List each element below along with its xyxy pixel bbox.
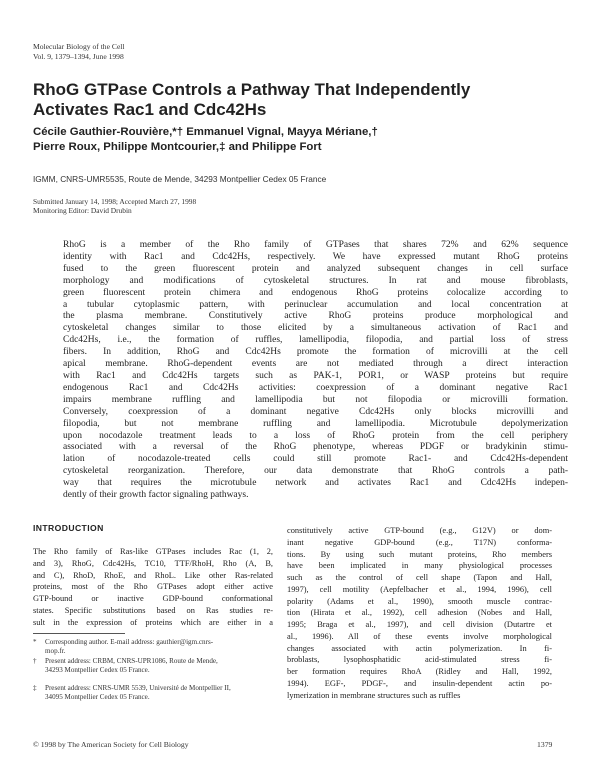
body-line: inant negative GDP-bound (e.g., T17N) conforma- <box>287 537 552 547</box>
body-line: al., 1996). All of these events involve morphological <box>287 631 552 641</box>
body-line: 1997), cell motility (Aepfelbacher et al., 1994, 1996), cell <box>287 584 552 594</box>
journal-header <box>33 42 125 61</box>
author-list <box>33 125 573 155</box>
body-line: The Rho family of Ras-like GTPases includes Rac (1, 2, <box>33 547 273 556</box>
abstract-line: with Rac1 and Cdc42Hs targets such as PAK-1, POR1, or WASP proteins but require <box>63 370 568 381</box>
abstract-line: upon nocodazole treatment leads to a loss of RhoG protein from the cell periphery <box>63 430 568 441</box>
abstract-line: RhoG is a member of the Rho family of GTPases that shares 72% and 62% sequence <box>63 240 568 250</box>
footnote-divider <box>33 633 125 634</box>
footnote-line: Present address: CNRS-UMR 5539, Université de Montpellier II, <box>45 684 231 692</box>
footnote-line: 34293 Montpellier Cedex 05 France. <box>45 665 150 674</box>
body-line: ber formation requires RhoA (Ridley and Hall, 1992, <box>287 667 552 676</box>
body-line: tion (Hirata et al., 1992), cell adhesion (Nobes and Hall, <box>287 608 552 618</box>
abstract-line: cytoskeletal reorganization. Therefore, our data demonstrate that RhoG controls a path- <box>63 466 568 477</box>
introduction-right-column <box>287 525 552 701</box>
footnote-line: 34095 Montpellier Cedex 05 France. <box>45 692 150 701</box>
abstract-line: fibers. In addition, RhoG and Cdc42Hs promote the formation of microvilli at the cell <box>63 347 568 358</box>
authors-line-1: Cécile Gauthier-Rouvière,*† Emmanuel Vignal, Mayya Mériane,† <box>33 126 378 138</box>
abstract-line: the plasma membrane. Constitutively active RhoG proteins produce morphological and <box>63 311 568 322</box>
abstract-line: impairs membrane ruffling and lamellipodia but not filopodia or microvilli formation. <box>63 394 568 405</box>
introduction-left-column <box>33 546 273 628</box>
abstract-line: endogenous Rac1 and Cdc42Hs activities: coexpression of a dominant negative Rac1 <box>63 382 568 393</box>
abstract-line: Cdc42Hs, i.e., the formation of ruffles, lamellipodia, filopodia, and partial loss of stress <box>63 335 568 346</box>
abstract-line: associated with a reversal of the RhoG phenotype, whereas PDGF or bradykinin stimu- <box>63 442 568 453</box>
abstract-line: way that requires the microtubule network and activates Rac1 and Cdc42Hs indepen- <box>63 478 568 489</box>
body-line: polarity (Adams et al., 1990), smooth muscle contrac- <box>287 596 552 606</box>
body-line: 1995; Braga et al., 1997), and cell division (Dutartre et <box>287 620 552 629</box>
footnote-line: Present address: CRBM, CNRS-UPR1086, Route de Mende, <box>45 657 218 665</box>
footnote-marker: * <box>33 638 37 646</box>
abstract-line: apical membrane. RhoG-dependent events are not mediated through a direct interaction <box>63 359 568 370</box>
abstract-line: identity with Rac1 and Cdc42Hs, respectively. We have expressed mutant RhoG proteins <box>63 251 568 262</box>
body-line: broblasts, lysophosphatidic acid-stimulated stress fi- <box>287 655 552 665</box>
page-number: 1379 <box>537 740 553 749</box>
copyright-notice: © 1998 by The American Society for Cell Biology <box>33 740 189 749</box>
body-line: 1994). EGF-, PDGF-, and insulin-dependent actin po- <box>287 678 552 688</box>
footnote-present-address-1 <box>33 657 283 674</box>
body-line: proteins, most of the Rho GTPases adopt either active <box>33 582 273 592</box>
article-title <box>33 80 573 120</box>
body-line: have been implicated in many physiological processes <box>287 561 552 571</box>
introduction-heading: INTRODUCTION <box>33 523 104 533</box>
abstract-line: filopodia, but not membrane ruffling and lamellipodia. Microtubule depolymerization <box>63 418 568 429</box>
body-line: such as the control of cell shape (Tapon and Hall, <box>287 573 552 582</box>
abstract-line: cytoskeletal changes similar to those elicited by a simultaneous activation of Rac1 and <box>63 323 568 334</box>
abstract <box>63 240 568 502</box>
abstract-line: morphology and modifications of cytoskeletal structures. In rat and mouse fibroblasts, <box>63 275 568 286</box>
body-line: sult in the expression of proteins which are either in a <box>33 617 273 627</box>
footnote-marker: ‡ <box>33 684 37 692</box>
body-line: and 3), RhoG, Cdc42Hs, TC10, TTF/RhoH, Rho (A, B, <box>33 558 273 568</box>
monitoring-editor: Monitoring Editor: David Drubin <box>33 206 132 216</box>
authors-line-2: Pierre Roux, Philippe Montcourier,‡ and Philippe Fort <box>33 141 322 153</box>
abstract-line: green fluorescent protein chimera and endogenous RhoG proteins colocalize according to <box>63 287 568 298</box>
body-line: tions. By using such mutant proteins, Rho members <box>287 549 552 559</box>
footnote-line: mop.fr. <box>45 646 66 655</box>
journal-name: Molecular Biology of the Cell <box>33 42 125 51</box>
abstract-line: lation of nocodazole-treated cells could still promote Rac1- and Cdc42Hs-dependent <box>63 454 568 465</box>
body-line: changes associated with actin polymerization. In fi- <box>287 643 552 653</box>
submission-info <box>33 197 196 216</box>
footnote-line: Corresponding author. E-mail address: gauthier@igm.cnrs- <box>45 638 214 646</box>
footnote-corresponding-author <box>33 638 283 655</box>
footnote-present-address-2 <box>33 684 283 701</box>
footnote-marker: † <box>33 657 37 665</box>
abstract-line: fused to the green fluorescent protein and analyzed subsequent changes in cell surface <box>63 263 568 274</box>
submission-dates: Submitted January 14, 1998; Accepted March 27, 1998 <box>33 197 197 206</box>
body-line: lymerization in membrane structures such as ruffles <box>287 690 461 700</box>
body-line: states. Specific substitutions based on Ras studies re- <box>33 605 273 615</box>
abstract-line: Conversely, coexpression of a dominant negative Cdc42Hs only blocks microvilli and <box>63 406 568 417</box>
body-line: and C), RhoD, RhoE, and RhoL. Like other Ras-related <box>33 570 273 580</box>
title-line-2: Activates Rac1 and Cdc42Hs <box>33 100 267 119</box>
title-line-1: RhoG GTPase Controls a Pathway That Independently <box>33 80 471 99</box>
affiliation: IGMM, CNRS-UMR5535, Route de Mende, 34293 Montpellier Cedex 05 France <box>33 174 327 184</box>
body-line: constitutively active GTP-bound (e.g., G12V) or dom- <box>287 526 552 535</box>
body-line: GTP-bound or inactive GDP-bound conformational <box>33 594 273 603</box>
abstract-line: dently of their growth factor signaling pathways. <box>63 490 249 501</box>
abstract-line: a tubular cytoplasmic pattern, with perinuclear accumulation and local concentration at <box>63 299 568 310</box>
journal-issue: Vol. 9, 1379–1394, June 1998 <box>33 51 124 61</box>
